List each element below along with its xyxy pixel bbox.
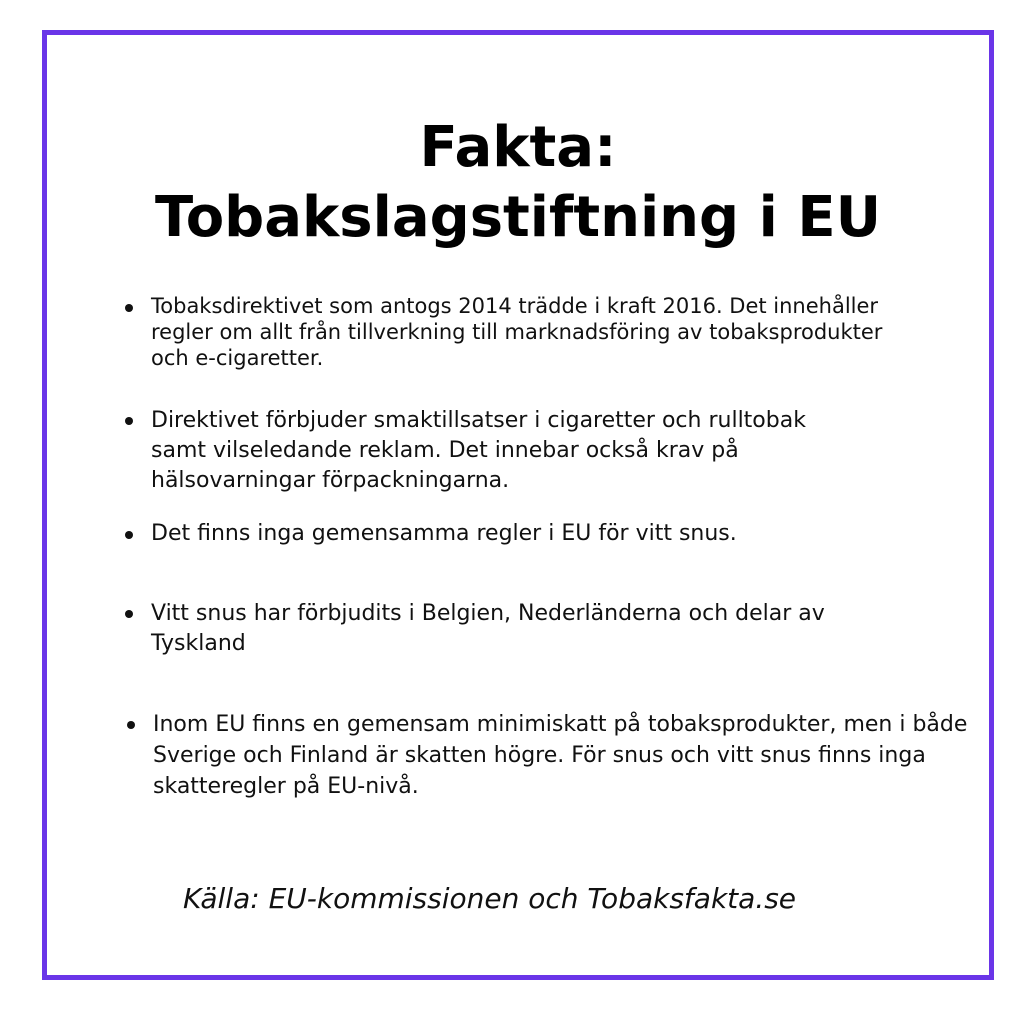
list-item-text: Inom EU finns en gemensam minimiskatt på tobaksprodukter, men i både Sverige och Finland är skatten högre. För snus och vitt snus finns inga skatteregler på EU-nivå. [153, 712, 968, 799]
list-item-text: Vitt snus har förbjudits i Belgien, Nederländerna och delar av Tyskland [151, 601, 825, 656]
bullet-dot-icon [127, 721, 135, 729]
title-line-2: Tobakslagstiftning i EU [154, 185, 882, 250]
bullet-dot-icon [125, 304, 133, 312]
list-item-text: Det finns inga gemensamma regler i EU för vitt snus. [151, 521, 737, 546]
fact-card [42, 30, 994, 980]
fact-list [47, 35, 989, 975]
source-citation: Källa: EU-kommissionen och Tobaksfakta.se [183, 882, 797, 915]
list-item-text: Direktivet förbjuder smaktillsatser i cigaretter och rulltobak samt vilseledande reklam. Det innebar också krav på hälsovarningar förpackningarna. [151, 408, 806, 493]
bullet-dot-icon [125, 417, 133, 425]
list-item-text: Tobaksdirektivet som antogs 2014 trädde i kraft 2016. Det innehåller regler om allt från tillverkning till marknadsföring av tobaksprodukter och e-cigaretter. [151, 294, 883, 370]
bullet-dot-icon [125, 610, 133, 618]
bullet-dot-icon [125, 531, 133, 539]
title-line-1: Fakta: [419, 115, 617, 180]
